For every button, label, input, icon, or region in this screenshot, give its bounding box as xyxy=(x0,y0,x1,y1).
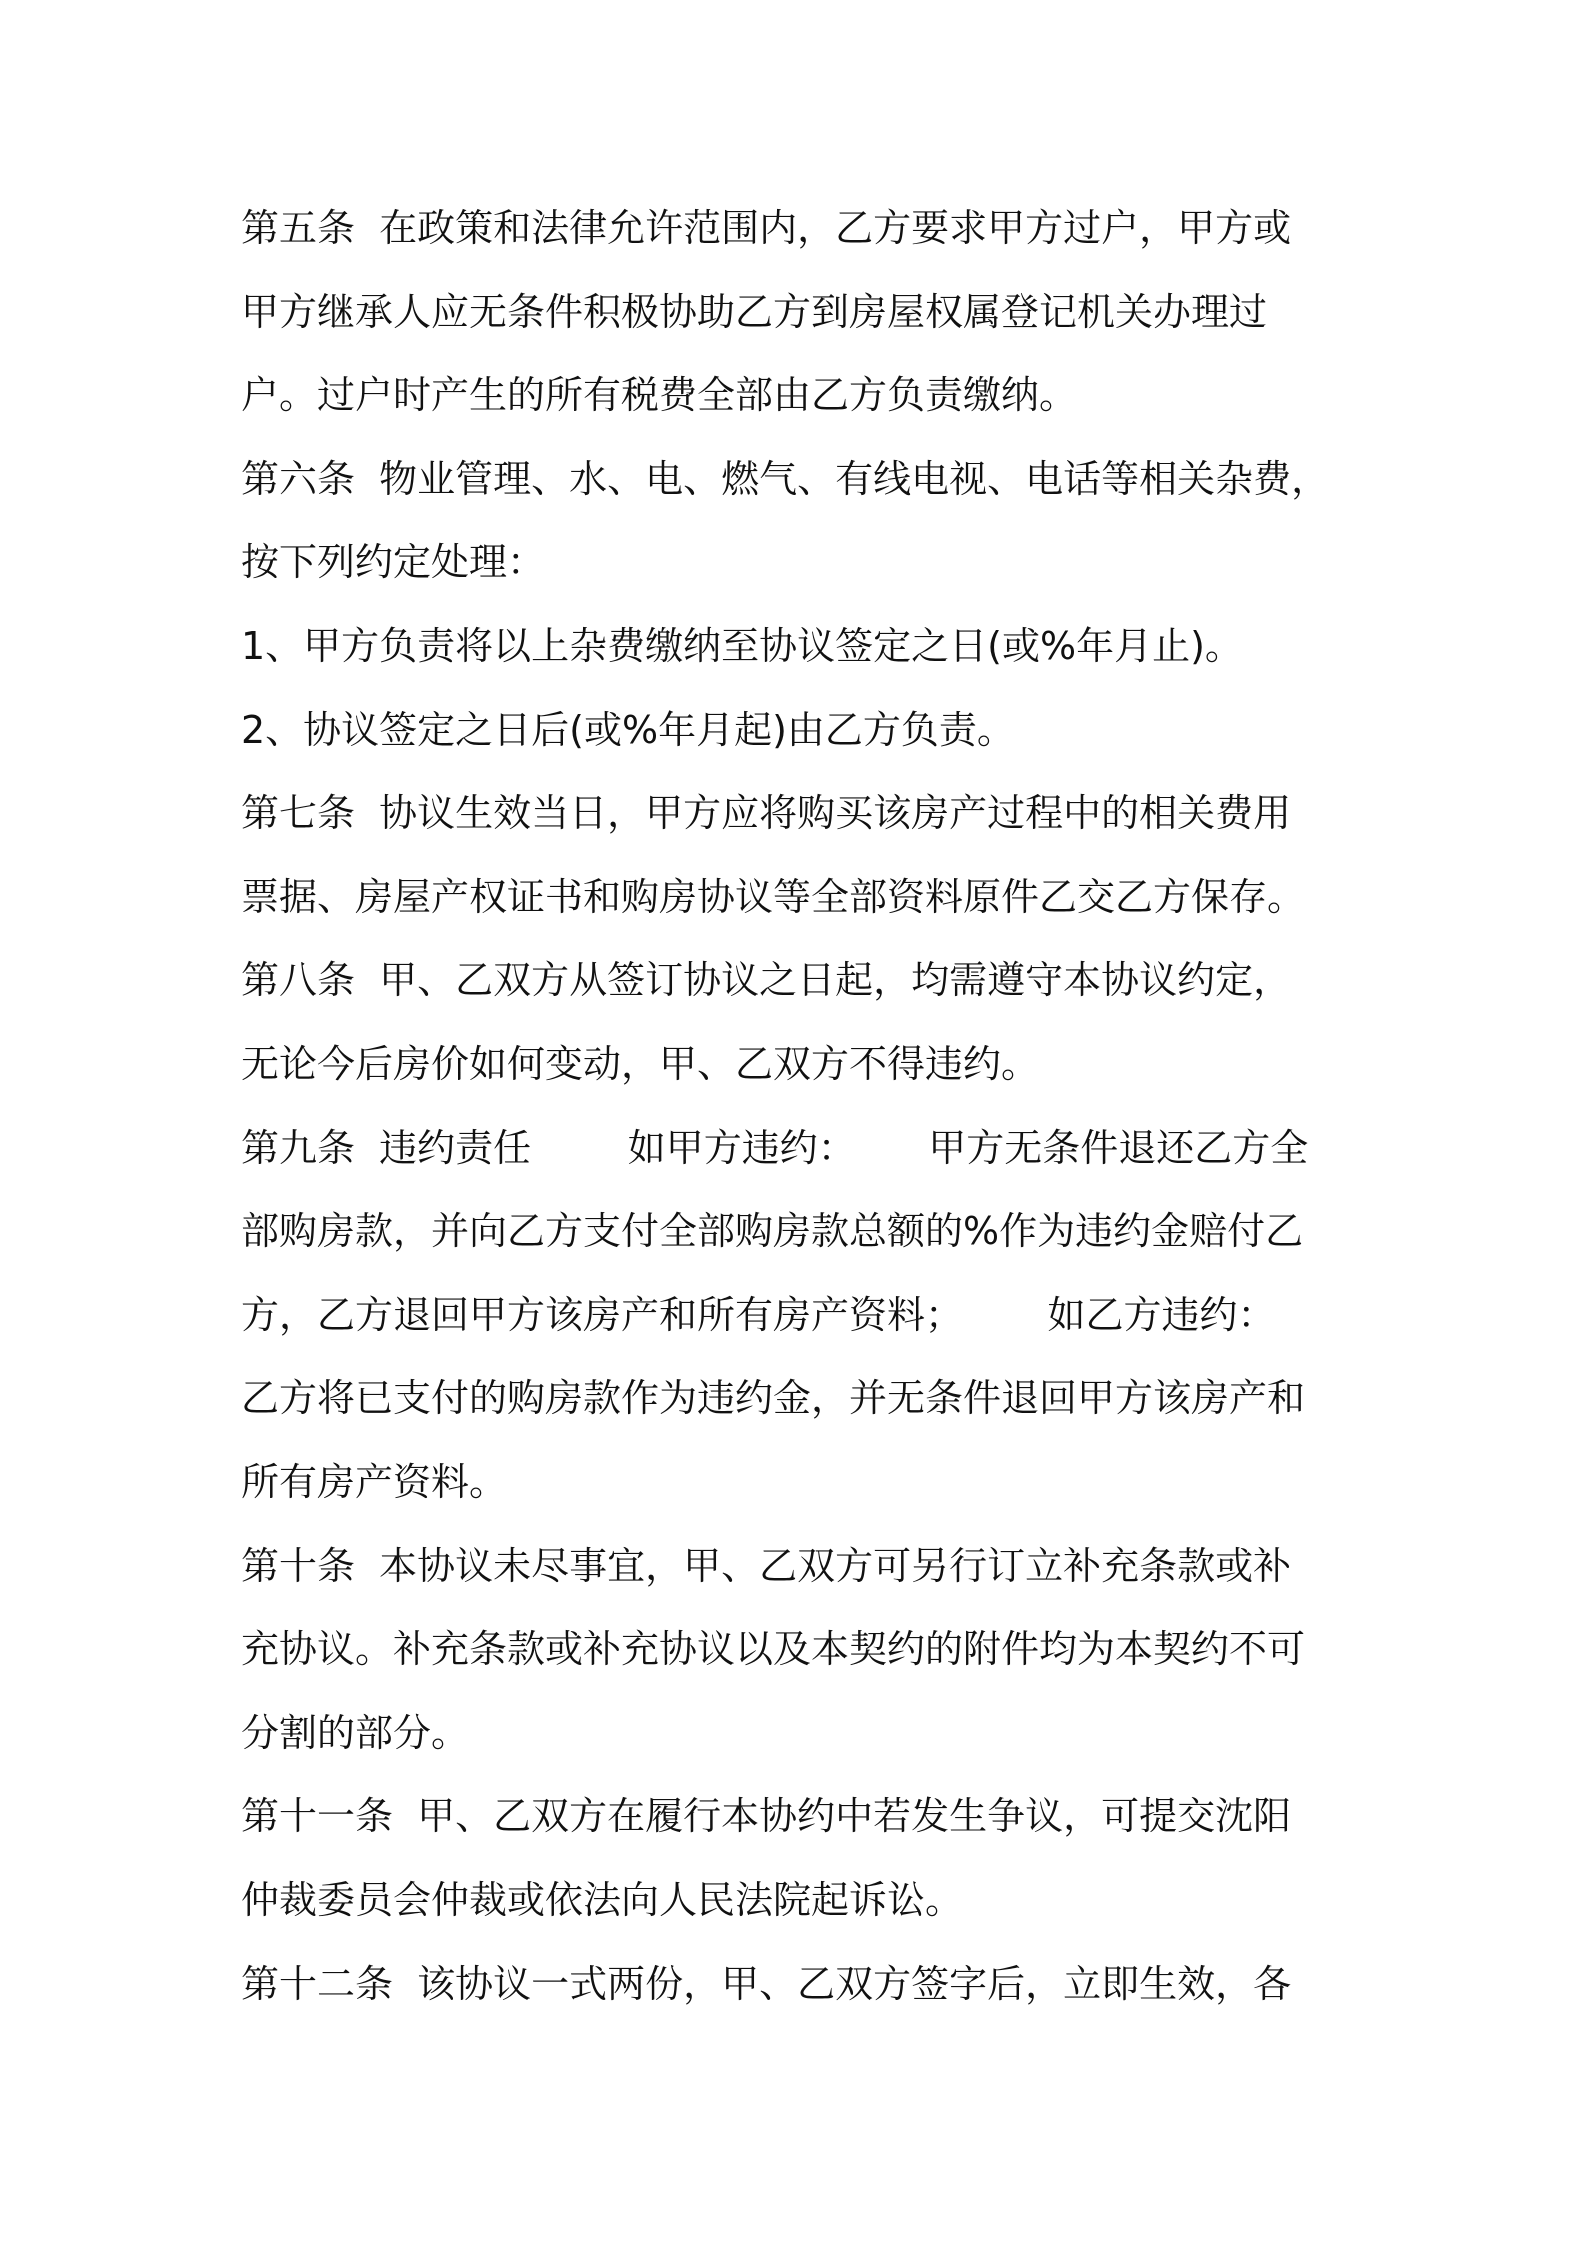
text-line: 第七条 协议生效当日，甲方应将购买该房产过程中的相关费用 xyxy=(241,791,1292,835)
text-line: 第六条 物业管理、水、电、燃气、有线电视、电话等相关杂费， xyxy=(241,457,1330,501)
text-line: 按下列约定处理： xyxy=(241,540,546,584)
text-line: 2、协议签定之日后(或%年月起)由乙方负责。 xyxy=(241,708,1015,752)
text-line: 仲裁委员会仲裁或依法向人民法院起诉讼。 xyxy=(241,1878,964,1922)
text-line: 第十二条 该协议一式两份，甲、乙双方签字后，立即生效，各 xyxy=(241,1962,1292,2006)
text-line: 甲方继承人应无条件积极协助乙方到房屋权属登记机关办理过 xyxy=(241,290,1268,334)
text-line: 第十条 本协议未尽事宜，甲、乙双方可另行订立补充条款或补 xyxy=(241,1544,1292,1588)
text-line: 所有房产资料。 xyxy=(241,1460,508,1504)
text-line: 充协议。补充条款或补充协议以及本契约的附件均为本契约不可 xyxy=(241,1627,1306,1671)
text-line: 无论今后房价如何变动，甲、乙双方不得违约。 xyxy=(241,1042,1040,1086)
text-line: 户。过户时产生的所有税费全部由乙方负责缴纳。 xyxy=(241,373,1078,417)
text-line: 第五条 在政策和法律允许范围内，乙方要求甲方过户，甲方或 xyxy=(241,206,1292,250)
text-line: 第十一条 甲、乙双方在履行本协约中若发生争议，可提交沈阳 xyxy=(241,1794,1292,1838)
text-line: 1、甲方负责将以上杂费缴纳至协议签定之日(或%年月止)。 xyxy=(241,624,1243,668)
text-line: 分割的部分。 xyxy=(241,1711,470,1755)
text-line: 方，乙方退回甲方该房产和所有房产资料； 如乙方违约： xyxy=(241,1293,1276,1337)
text-line: 票据、房屋产权证书和购房协议等全部资料原件乙交乙方保存。 xyxy=(241,875,1306,919)
text-line: 第九条 违约责任 如甲方违约： 甲方无条件退还乙方全 xyxy=(241,1126,1309,1170)
text-line: 乙方将已支付的购房款作为违约金，并无条件退回甲方该房产和 xyxy=(241,1376,1306,1420)
text-line: 部购房款，并向乙方支付全部购房款总额的%作为违约金赔付乙 xyxy=(241,1209,1304,1253)
text-line: 第八条 甲、乙双方从签订协议之日起，均需遵守本协议约定， xyxy=(241,958,1292,1002)
